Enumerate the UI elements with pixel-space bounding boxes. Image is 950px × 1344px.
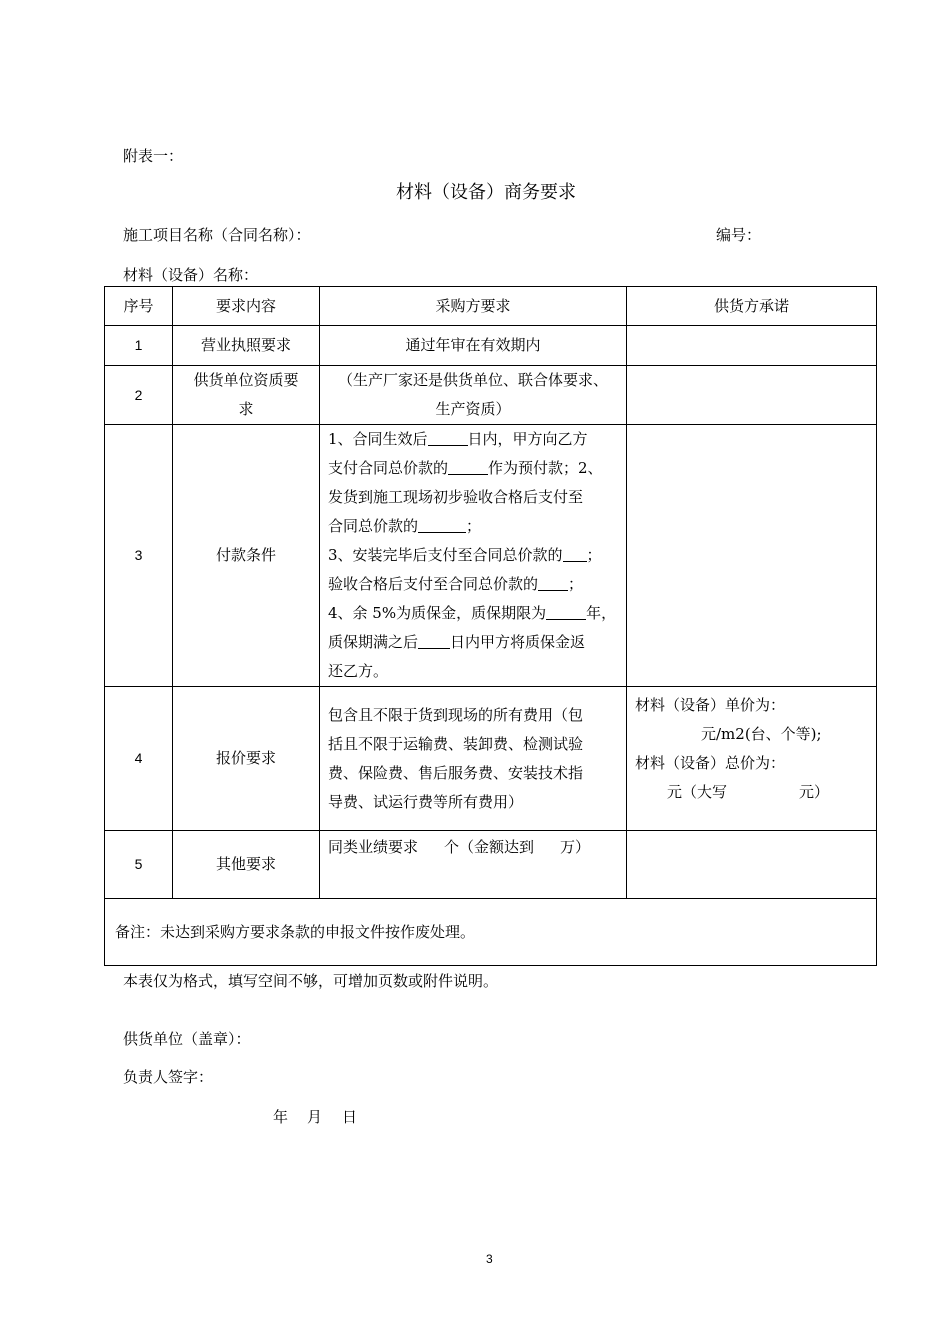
payment-line: 日内甲方将质保金返 [450, 633, 586, 651]
header-item: 要求内容 [173, 287, 320, 326]
row-requirement [320, 366, 627, 425]
header-buyer-req: 采购方要求 [320, 287, 627, 326]
table-row [105, 831, 877, 899]
payment-line: ； [466, 517, 482, 535]
row-item: 营业执照要求 [173, 326, 320, 366]
row-item: 其他要求 [173, 831, 320, 899]
payment-line: 合同总价款的 [328, 517, 419, 535]
date-year: 年 [273, 1108, 289, 1126]
row-requirement [320, 831, 627, 899]
total-price-label: 材料（设备）总价为： [635, 754, 786, 772]
table-row [105, 366, 877, 425]
row-item: 报价要求 [173, 687, 320, 831]
row-item-line: 供货单位资质要 [193, 371, 299, 389]
table-row [105, 425, 877, 687]
row-item-line: 求 [238, 400, 254, 418]
row-requirement: 通过年审在有效期内 [320, 326, 627, 366]
other-req-text: 同类业绩要求 [328, 838, 419, 856]
header-supplier-promise: 供货方承诺 [627, 287, 877, 326]
table-row [105, 326, 877, 366]
blank-line [563, 545, 587, 562]
number-label: 编号： [716, 226, 762, 244]
remark-row [105, 899, 877, 966]
payment-line: ； [586, 546, 602, 564]
blank-line [418, 516, 466, 533]
total-price-yuan: 元（大写 [667, 783, 728, 801]
row-no: 5 [105, 831, 173, 899]
payment-line: 3、安装完毕后支付至合同总价款的 [328, 546, 563, 564]
blank-line [546, 603, 586, 620]
payment-line: 4、余 5%为质保金，质保期限为 [328, 604, 547, 622]
blank-line [538, 574, 568, 591]
date-day: 日 [342, 1108, 358, 1126]
payment-line: 支付合同总价款的 [328, 459, 449, 477]
row-promise[interactable] [627, 366, 877, 425]
row-promise[interactable] [627, 831, 877, 899]
payment-line: 验收合格后支付至合同总价款的 [328, 575, 539, 593]
row-promise[interactable] [627, 326, 877, 366]
header-no: 序号 [105, 287, 173, 326]
payment-line: 作为预付款；2、 [488, 459, 603, 477]
appendix-label: 附表一： [123, 147, 184, 165]
row-no: 1 [105, 326, 173, 366]
quote-line: 导费、试运行费等所有费用） [328, 792, 524, 811]
row-no: 2 [105, 366, 173, 425]
table-row [105, 687, 877, 831]
quote-line: 包含且不限于货到现场的所有费用（包 [328, 705, 584, 724]
quote-line: 括且不限于运输费、装卸费、检测试验 [328, 734, 584, 753]
unit-price-label: 材料（设备）单价为： [635, 696, 786, 714]
row-promise[interactable] [627, 687, 877, 831]
row-req-line: （生产厂家还是供货单位、联合体要求、 [337, 371, 608, 389]
date-month: 月 [307, 1108, 323, 1126]
requirements-table [104, 286, 877, 966]
payment-line: 质保期满之后 [328, 633, 419, 651]
row-promise[interactable] [627, 425, 877, 687]
payment-line: 发货到施工现场初步验收合格后支付至 [328, 488, 584, 506]
blank-line [428, 429, 468, 446]
page-number: 3 [486, 1252, 493, 1266]
other-req-text: 个（金额达到 [444, 838, 535, 856]
row-requirement [320, 425, 627, 687]
supplier-seal-label: 供货单位（盖章）： [123, 1030, 251, 1048]
remark-text: 备注：未达到采购方要求条款的申报文件按作废处理。 [105, 899, 877, 966]
material-name-label: 材料（设备）名称： [123, 266, 259, 284]
payment-line: 年， [586, 604, 617, 622]
row-item [173, 366, 320, 425]
quote-line: 费、保险费、售后服务费、安装技术指 [328, 763, 584, 782]
row-no: 4 [105, 687, 173, 831]
payment-line: ； [568, 575, 584, 593]
page-title: 材料（设备）商务要求 [396, 182, 576, 203]
unit-price-unit: 元/m2(台、个等); [701, 725, 822, 743]
blank-line [448, 458, 488, 475]
table-header-row [105, 287, 877, 326]
row-req-line: 生产资质） [435, 400, 511, 418]
blank-line [418, 632, 450, 649]
row-no: 3 [105, 425, 173, 687]
row-item: 付款条件 [173, 425, 320, 687]
payment-line: 日内，甲方向乙方 [467, 430, 588, 448]
signature-label: 负责人签字： [123, 1068, 214, 1086]
table-double-border [876, 286, 879, 963]
project-name-label: 施工项目名称（合同名称）： [123, 226, 311, 244]
footnote: 本表仅为格式，填写空间不够，可增加页数或附件说明。 [123, 972, 499, 990]
row-requirement [320, 687, 627, 831]
payment-line: 还乙方。 [328, 662, 389, 680]
payment-line: 1、合同生效后 [328, 430, 428, 448]
other-req-text: 万） [560, 838, 591, 856]
total-price-capital-yuan: 元） [799, 783, 830, 801]
